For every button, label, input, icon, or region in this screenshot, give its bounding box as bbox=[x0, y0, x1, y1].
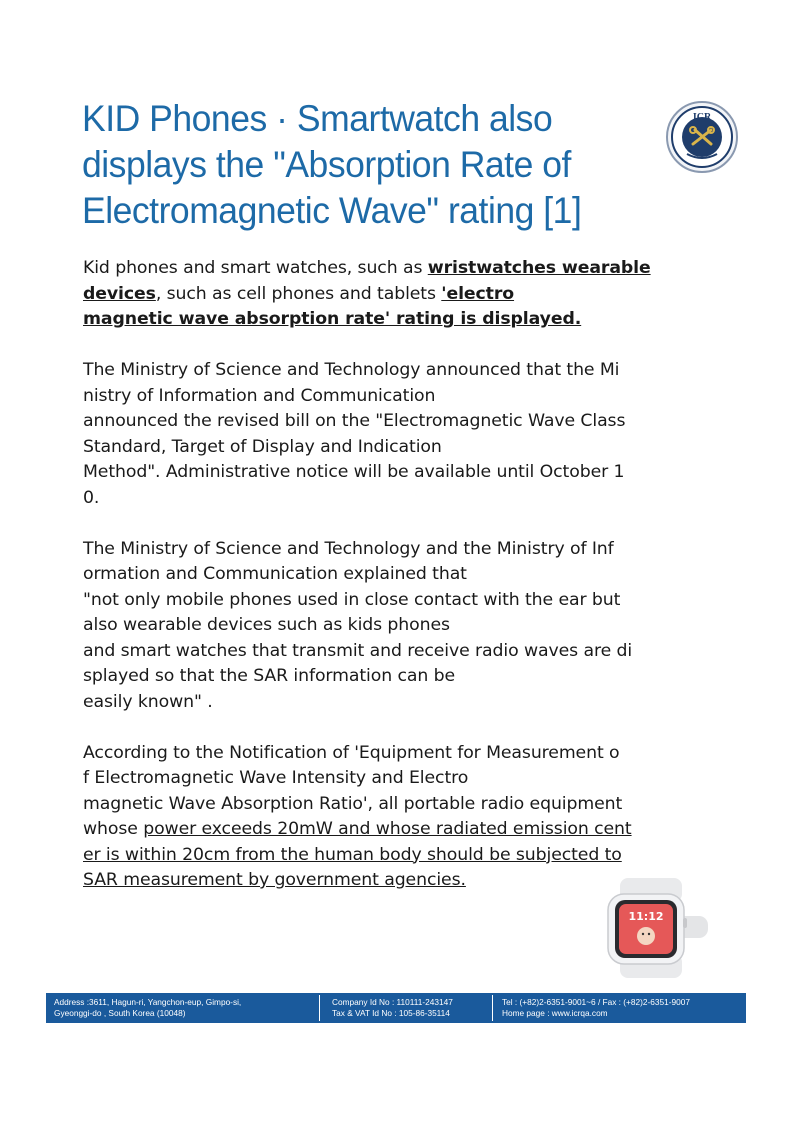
underlined-text: SAR measurement by government agencies. bbox=[83, 870, 466, 890]
announcement-paragraph bbox=[83, 358, 707, 511]
text-line: Standard, Target of Display and Indication bbox=[83, 436, 442, 457]
explanation-paragraph bbox=[83, 537, 707, 716]
text-span: Kid phones and smart watches, such as bbox=[83, 258, 428, 278]
text-line: The Ministry of Science and Technology and the Ministry of Inf bbox=[83, 538, 614, 559]
emphasis-text: 'electro bbox=[441, 283, 515, 304]
text-line: also wearable devices such as kids phones bbox=[83, 615, 450, 635]
footer-address bbox=[46, 993, 319, 1023]
icr-logo-icon bbox=[665, 100, 739, 174]
underlined-text: er is within 20cm from the human body should be subjected to bbox=[83, 844, 622, 865]
notification-paragraph bbox=[83, 741, 707, 894]
intro-paragraph bbox=[83, 256, 707, 333]
emphasis-text: wristwatches wearable bbox=[427, 258, 651, 278]
logo-text: ICR bbox=[692, 112, 712, 123]
text-line: According to the Notification of 'Equipment for Measurement o bbox=[83, 742, 620, 763]
text-line: and smart watches that transmit and receive radio waves are di bbox=[83, 640, 633, 661]
text-line: The Ministry of Science and Technology announced that the Mi bbox=[83, 360, 620, 380]
text-line: 0. bbox=[83, 487, 100, 508]
emphasis-text: magnetic wave absorption rate' rating is displayed. bbox=[83, 309, 582, 329]
text-line: nistry of Information and Communication bbox=[83, 385, 436, 406]
company-id: Company Id No : 110111-243147 bbox=[332, 997, 453, 1007]
text-line: magnetic Wave Absorption Ratio', all portable radio equipment bbox=[83, 793, 623, 814]
title-line: displays the "Absorption Rate of bbox=[82, 144, 571, 185]
title-line: Electromagnetic Wave" rating [1] bbox=[82, 190, 582, 231]
tax-id: Tax & VAT Id No : 105-86-35114 bbox=[332, 1008, 450, 1018]
article-body bbox=[83, 256, 707, 919]
text-line: Method". Administrative notice will be available until October 1 bbox=[83, 462, 625, 482]
address-line: Address :3611, Hagun-ri, Yangchon-eup, Gimpo-si, bbox=[54, 997, 242, 1007]
text-line: ormation and Communication explained that bbox=[83, 564, 467, 584]
homepage-link[interactable]: Home page : www.icrqa.com bbox=[502, 1008, 608, 1018]
smartwatch-image bbox=[590, 878, 708, 978]
text-line: f Electromagnetic Wave Intensity and Electro bbox=[83, 768, 469, 788]
tel-fax: Tel : (+82)2-6351-9001~6 / Fax : (+82)2-6351-9007 bbox=[502, 997, 690, 1007]
text-line: splayed so that the SAR information can be bbox=[83, 666, 455, 686]
text-span: whose bbox=[83, 819, 144, 839]
footer-ids bbox=[320, 993, 492, 1023]
page-title bbox=[82, 96, 629, 234]
title-line: KID Phones · Smartwatch also bbox=[82, 98, 553, 139]
emphasis-text: devices bbox=[83, 283, 156, 304]
text-span: , such as cell phones and tablets bbox=[155, 283, 442, 304]
text-line: announced the revised bill on the "Electromagnetic Wave Class bbox=[83, 411, 626, 431]
page-footer bbox=[46, 993, 746, 1023]
footer-contact bbox=[493, 993, 746, 1023]
address-line: Gyeonggi-do , South Korea (10048) bbox=[54, 1008, 186, 1018]
text-line: "not only mobile phones used in close contact with the ear but bbox=[83, 589, 621, 610]
underlined-text: power exceeds 20mW and whose radiated emission cent bbox=[143, 819, 632, 839]
text-line: easily known" . bbox=[83, 691, 213, 712]
watch-time-text: 11:12 bbox=[628, 910, 664, 923]
